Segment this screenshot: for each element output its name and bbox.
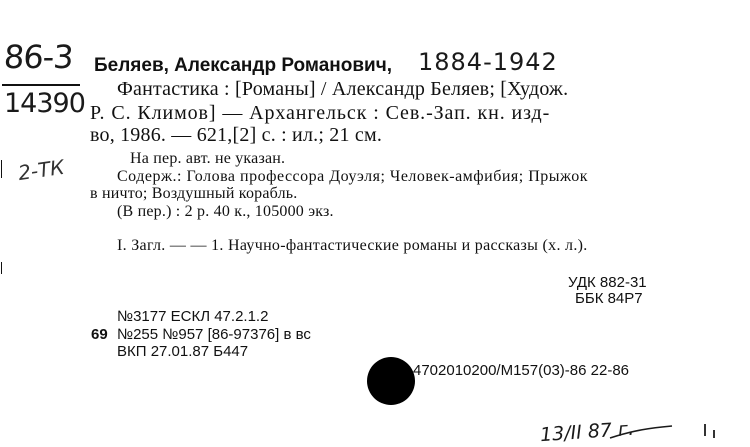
- registration-line-3: ВКП 27.01.87 Б447: [117, 343, 249, 360]
- note-author: На пер. авт. не указан.: [130, 150, 286, 167]
- inventory-number-handwritten: 14390: [4, 88, 85, 119]
- handwriting-flourish: [539, 417, 680, 447]
- registration-line-2: №255 №957 [86-97376] в вс: [117, 326, 311, 343]
- registration-prefix: 69: [91, 326, 108, 343]
- life-dates-handwritten: 1884-1942: [418, 48, 558, 76]
- udk-code: УДК 882-31: [568, 274, 647, 291]
- registration-line-1: №3177 ЕСКЛ 47.2.1.2: [117, 308, 269, 325]
- date-mark-handwritten: 13/II 87 г.: [539, 417, 635, 447]
- price-line: (В пер.) : 2 р. 40 к., 105000 экз.: [117, 203, 334, 220]
- shelfmark-underline: [2, 84, 80, 86]
- title-line-3: во, 1986. — 621,[2] с. : ил.; 21 см.: [90, 124, 383, 146]
- shelfmark-handwritten: 86-3: [2, 38, 74, 76]
- side-mark-handwritten: 2-ТК: [16, 154, 66, 186]
- author-heading: Беляев, Александр Романович,: [94, 55, 393, 76]
- title-line-1: Фантастика : [Романы] / Александр Беляев; [Худож.: [117, 78, 569, 100]
- margin-tick: [1, 262, 2, 274]
- contents-line-2: в ничто; Воздушный корабль.: [90, 185, 298, 202]
- punch-hole: [367, 357, 415, 405]
- contents-line-1: Содерж.: Голова профессора Доуэля; Человек-амфибия; Прыжок: [117, 168, 588, 185]
- catalog-code: 4702010200/М157(03)-86 22-86: [413, 362, 629, 379]
- margin-tick: [713, 430, 715, 438]
- margin-tick: [1, 160, 2, 178]
- margin-tick: [704, 424, 706, 436]
- tracings: I. Загл. — — 1. Научно-фантастические романы и рассказы (х. л.).: [117, 237, 588, 254]
- bbk-code: ББК 84Р7: [575, 290, 643, 307]
- title-line-2: Р. С. Климов] — Архангельск : Сев.-Зап. кн. изд-: [90, 102, 551, 124]
